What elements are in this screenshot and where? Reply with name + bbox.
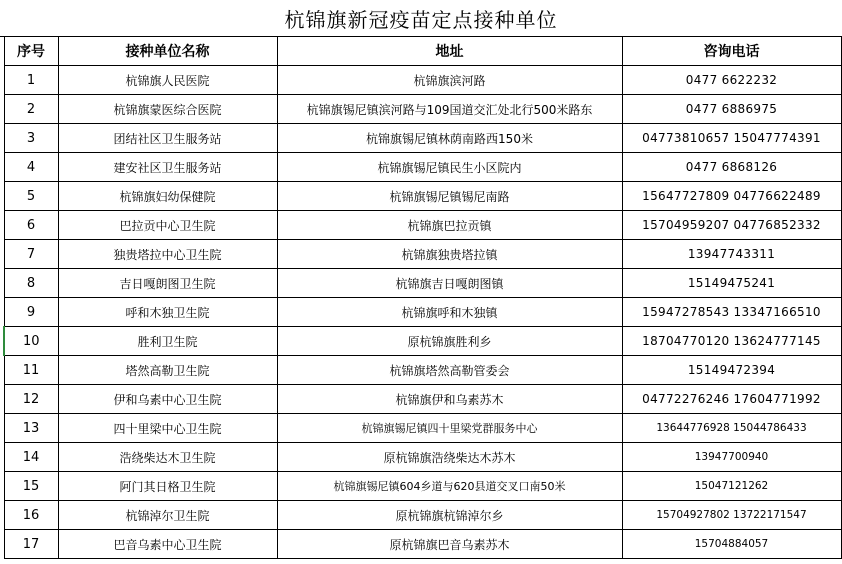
cell-name[interactable]: 阿门其日格卫生院 (58, 472, 277, 501)
table-row (4, 356, 841, 385)
cell-no[interactable]: 7 (4, 240, 58, 269)
cell-phone[interactable]: 15647727809 04776622489 (622, 182, 841, 211)
vaccination-sites-table (3, 36, 842, 559)
cell-no[interactable]: 4 (4, 153, 58, 182)
cell-phone[interactable]: 0477 6622232 (622, 66, 841, 95)
header-no[interactable]: 序号 (4, 37, 58, 66)
cell-address[interactable]: 杭锦旗锡尼镇604乡道与620县道交叉口南50米 (277, 472, 622, 501)
cell-address[interactable]: 原杭锦旗巴音乌素苏木 (277, 530, 622, 559)
table-row (4, 501, 841, 530)
cell-address[interactable]: 杭锦旗伊和乌素苏木 (277, 385, 622, 414)
table-row (4, 95, 841, 124)
cell-no[interactable]: 9 (4, 298, 58, 327)
cell-name[interactable]: 四十里梁中心卫生院 (58, 414, 277, 443)
cell-phone[interactable]: 04772276246 17604771992 (622, 385, 841, 414)
table-row (4, 298, 841, 327)
cell-no[interactable]: 5 (4, 182, 58, 211)
cell-no[interactable]: 6 (4, 211, 58, 240)
table-row (4, 443, 841, 472)
cell-name[interactable]: 伊和乌素中心卫生院 (58, 385, 277, 414)
table-row (4, 182, 841, 211)
table-row (4, 269, 841, 298)
cell-address[interactable]: 杭锦旗锡尼镇四十里梁党群服务中心 (277, 414, 622, 443)
header-address[interactable]: 地址 (277, 37, 622, 66)
cell-name[interactable]: 巴音乌素中心卫生院 (58, 530, 277, 559)
cell-name[interactable]: 吉日嘎朗图卫生院 (58, 269, 277, 298)
cell-name[interactable]: 呼和木独卫生院 (58, 298, 277, 327)
cell-no[interactable]: 17 (4, 530, 58, 559)
table-row (4, 124, 841, 153)
cell-address[interactable]: 杭锦旗呼和木独镇 (277, 298, 622, 327)
cell-phone[interactable]: 04773810657 15047774391 (622, 124, 841, 153)
cell-name[interactable]: 杭锦淖尔卫生院 (58, 501, 277, 530)
cell-phone[interactable]: 15149472394 (622, 356, 841, 385)
cell-phone[interactable]: 13947743311 (622, 240, 841, 269)
cell-phone[interactable]: 15704927802 13722171547 (622, 501, 841, 530)
header-name[interactable]: 接种单位名称 (58, 37, 277, 66)
table-row (4, 414, 841, 443)
sheet-title: 杭锦旗新冠疫苗定点接种单位 (0, 0, 842, 37)
table-row (4, 530, 841, 559)
cell-address[interactable]: 杭锦旗锡尼镇民生小区院内 (277, 153, 622, 182)
table-row (4, 240, 841, 269)
cell-address[interactable]: 杭锦旗滨河路 (277, 66, 622, 95)
cell-no[interactable]: 1 (4, 66, 58, 95)
cell-address[interactable]: 杭锦旗锡尼镇滨河路与109国道交汇处北行500米路东 (277, 95, 622, 124)
table-row (4, 472, 841, 501)
cell-phone[interactable]: 18704770120 13624777145 (622, 327, 841, 356)
cell-no[interactable]: 14 (4, 443, 58, 472)
cell-no[interactable]: 15 (4, 472, 58, 501)
table-row (4, 153, 841, 182)
cell-no[interactable]: 16 (4, 501, 58, 530)
cell-address[interactable]: 杭锦旗巴拉贡镇 (277, 211, 622, 240)
cell-name[interactable]: 胜利卫生院 (58, 327, 277, 356)
cell-name[interactable]: 杭锦旗人民医院 (58, 66, 277, 95)
cell-address[interactable]: 杭锦旗锡尼镇林荫南路西150米 (277, 124, 622, 153)
cell-name[interactable]: 杭锦旗妇幼保健院 (58, 182, 277, 211)
cell-phone[interactable]: 15149475241 (622, 269, 841, 298)
cell-phone[interactable]: 15947278543 13347166510 (622, 298, 841, 327)
cell-no[interactable]: 3 (4, 124, 58, 153)
cell-address[interactable]: 杭锦旗塔然高勒管委会 (277, 356, 622, 385)
table-row (4, 327, 841, 356)
cell-name[interactable]: 浩绕柴达木卫生院 (58, 443, 277, 472)
cell-no[interactable]: 12 (4, 385, 58, 414)
cell-name[interactable]: 团结社区卫生服务站 (58, 124, 277, 153)
cell-address[interactable]: 原杭锦旗杭锦淖尔乡 (277, 501, 622, 530)
cell-address[interactable]: 杭锦旗独贵塔拉镇 (277, 240, 622, 269)
cell-phone[interactable]: 13947700940 (622, 443, 841, 472)
cell-name[interactable]: 塔然高勒卫生院 (58, 356, 277, 385)
cell-name[interactable]: 杭锦旗蒙医综合医院 (58, 95, 277, 124)
header-row (4, 37, 841, 66)
cell-no[interactable]: 10 (4, 327, 58, 356)
table-row (4, 66, 841, 95)
cell-phone[interactable]: 0477 6886975 (622, 95, 841, 124)
cell-no[interactable]: 11 (4, 356, 58, 385)
cell-phone[interactable]: 15047121262 (622, 472, 841, 501)
cell-phone[interactable]: 13644776928 15044786433 (622, 414, 841, 443)
cell-phone[interactable]: 15704959207 04776852332 (622, 211, 841, 240)
cell-name[interactable]: 巴拉贡中心卫生院 (58, 211, 277, 240)
cell-name[interactable]: 独贵塔拉中心卫生院 (58, 240, 277, 269)
cell-phone[interactable]: 0477 6868126 (622, 153, 841, 182)
table-row (4, 385, 841, 414)
cell-no[interactable]: 13 (4, 414, 58, 443)
cell-address[interactable]: 原杭锦旗胜利乡 (277, 327, 622, 356)
header-phone[interactable]: 咨询电话 (622, 37, 841, 66)
cell-name[interactable]: 建安社区卫生服务站 (58, 153, 277, 182)
cell-phone[interactable]: 15704884057 (622, 530, 841, 559)
cell-address[interactable]: 杭锦旗吉日嘎朗图镇 (277, 269, 622, 298)
table-row (4, 211, 841, 240)
cell-no[interactable]: 8 (4, 269, 58, 298)
cell-address[interactable]: 杭锦旗锡尼镇锡尼南路 (277, 182, 622, 211)
cell-address[interactable]: 原杭锦旗浩绕柴达木苏木 (277, 443, 622, 472)
cell-no[interactable]: 2 (4, 95, 58, 124)
